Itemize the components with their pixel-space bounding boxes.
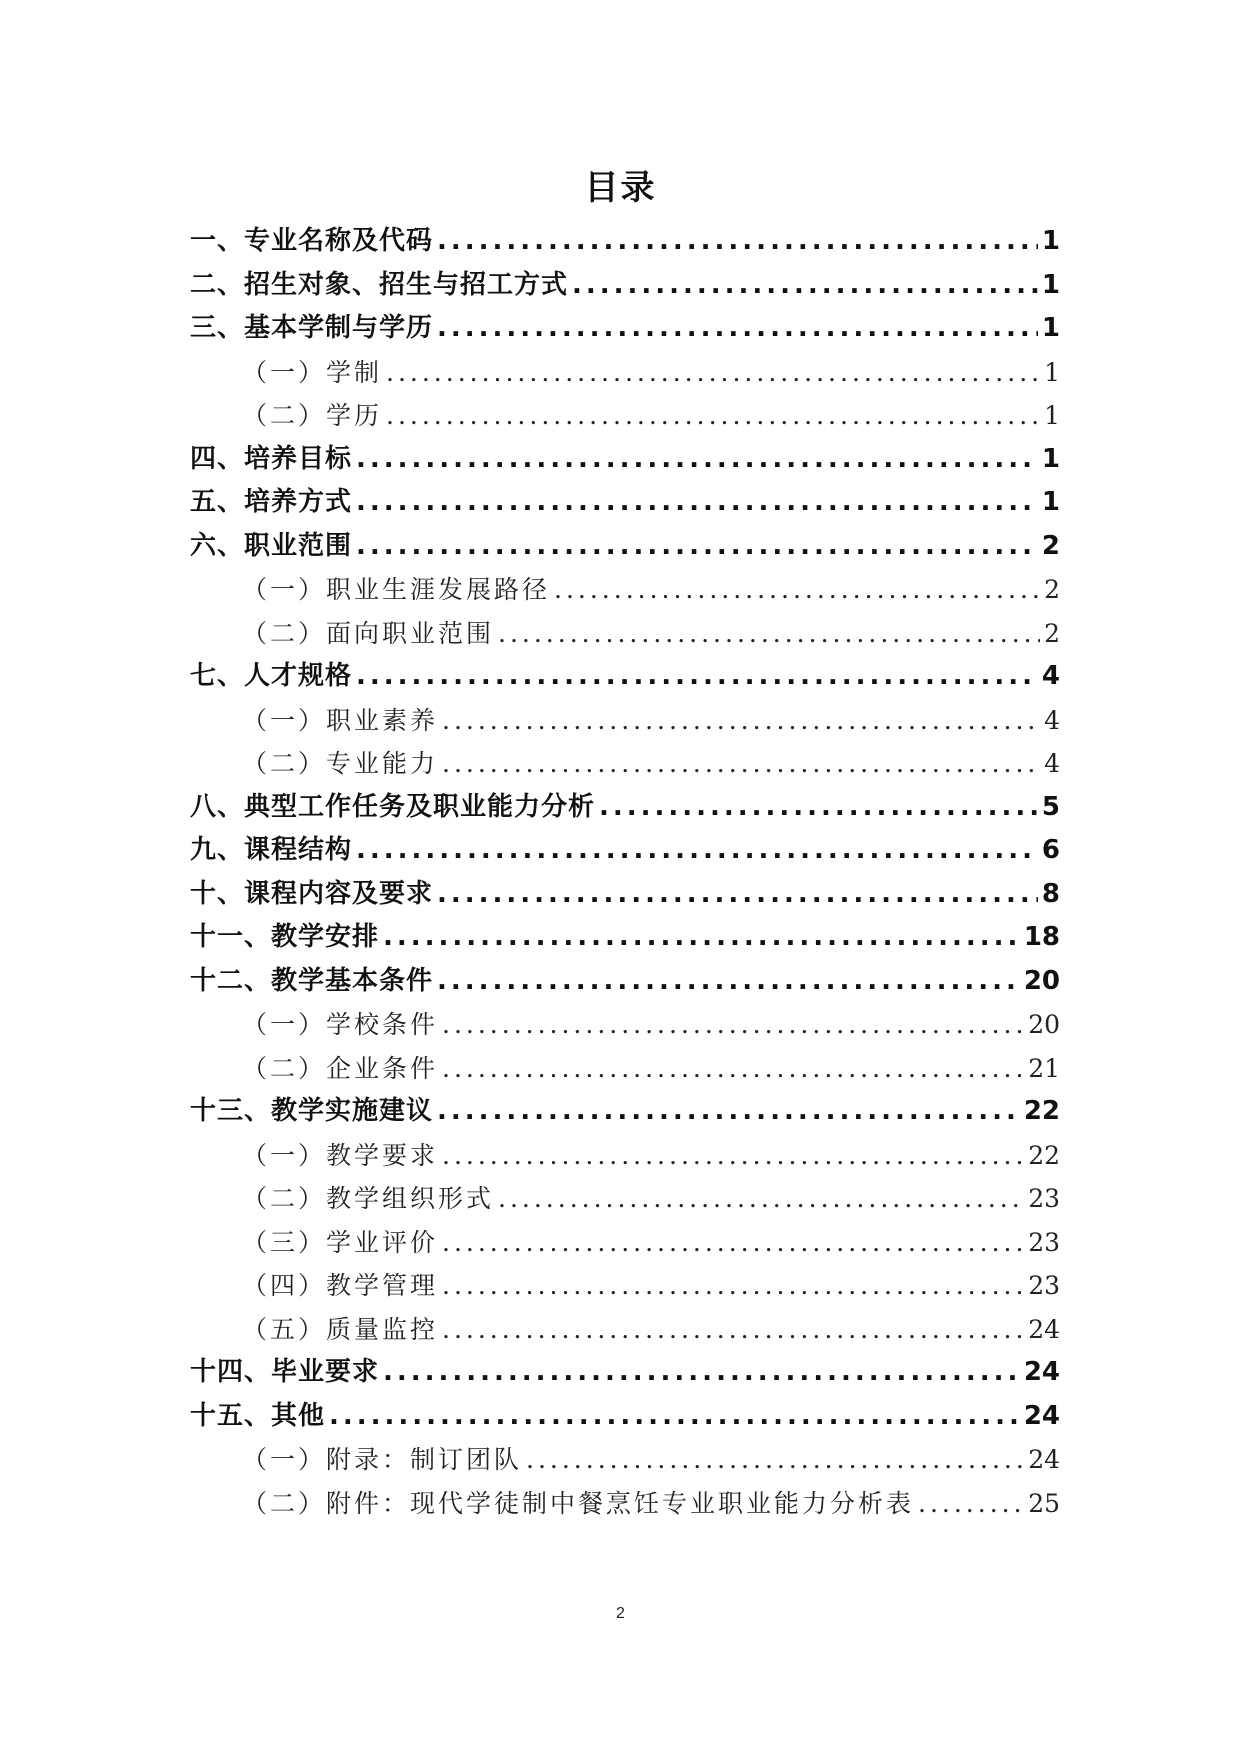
toc-entry[interactable] bbox=[190, 394, 1060, 438]
toc-dot-leader bbox=[437, 1090, 1020, 1134]
toc-entry[interactable] bbox=[190, 1134, 1060, 1178]
toc-dot-leader bbox=[356, 655, 1038, 699]
toc-dot-leader bbox=[442, 1264, 1024, 1308]
toc-entry-page: 2 bbox=[1044, 618, 1060, 648]
toc-entry[interactable] bbox=[190, 307, 1060, 351]
toc-entry-page: 1 bbox=[1041, 313, 1060, 343]
toc-entry-label: （一）附录：制订团队 bbox=[242, 1445, 523, 1474]
toc-entry[interactable] bbox=[190, 1090, 1060, 1134]
toc-dot-leader bbox=[437, 873, 1038, 917]
toc-entry-label: 十五、其他 bbox=[190, 1400, 326, 1431]
toc-entry[interactable] bbox=[190, 1177, 1060, 1221]
toc-dot-leader bbox=[498, 612, 1040, 656]
toc-entry-label: 三、基本学制与学历 bbox=[190, 313, 434, 343]
toc-entry-page: 24 bbox=[1028, 1314, 1060, 1344]
toc-entry-page: 4 bbox=[1044, 705, 1060, 735]
toc-entry-label: 五、培养方式 bbox=[190, 487, 353, 517]
toc-entry[interactable] bbox=[190, 873, 1060, 917]
toc-entry-page: 1 bbox=[1044, 357, 1060, 387]
toc-entry-page: 23 bbox=[1028, 1184, 1060, 1213]
toc-entry-label: （一）学校条件 bbox=[242, 1010, 439, 1039]
toc-dot-leader bbox=[442, 1308, 1024, 1352]
toc-dot-leader bbox=[442, 1003, 1024, 1047]
toc-dot-leader bbox=[386, 351, 1040, 395]
toc-entry-page: 20 bbox=[1028, 1010, 1060, 1039]
toc-entry-page: 23 bbox=[1028, 1271, 1060, 1300]
toc-dot-leader bbox=[526, 1438, 1024, 1482]
toc-entry-page: 1 bbox=[1041, 443, 1060, 474]
toc-entry-label: 十三、教学实施建议 bbox=[190, 1096, 434, 1126]
toc-entry[interactable] bbox=[190, 481, 1060, 525]
toc-entry-page: 1 bbox=[1041, 226, 1060, 256]
toc-dot-leader bbox=[572, 264, 1038, 308]
toc-entry-page: 1 bbox=[1041, 269, 1060, 300]
toc-entry-page: 23 bbox=[1028, 1227, 1060, 1257]
toc-entry-page: 6 bbox=[1041, 835, 1060, 865]
page-number: 2 bbox=[616, 1605, 625, 1622]
toc-entry-page: 24 bbox=[1023, 1357, 1060, 1387]
toc-entry-label: （三）学业评价 bbox=[242, 1227, 439, 1257]
toc-entry-page: 22 bbox=[1028, 1140, 1060, 1170]
toc-entry[interactable] bbox=[190, 1395, 1060, 1439]
toc-dot-leader bbox=[498, 1177, 1024, 1221]
toc-entry-page: 8 bbox=[1041, 878, 1060, 909]
toc-dot-leader bbox=[599, 786, 1038, 830]
toc-entry-page: 24 bbox=[1028, 1445, 1060, 1474]
toc-entry[interactable] bbox=[190, 699, 1060, 743]
toc-entry[interactable] bbox=[190, 525, 1060, 569]
toc-entry-page: 4 bbox=[1041, 661, 1060, 691]
toc-entry[interactable] bbox=[190, 786, 1060, 830]
toc-entry-label: （一）职业生涯发展路径 bbox=[242, 575, 551, 604]
toc-entry-page: 5 bbox=[1041, 791, 1060, 822]
toc-entry-page: 4 bbox=[1044, 749, 1060, 778]
toc-dot-leader bbox=[442, 699, 1040, 743]
toc-entry[interactable] bbox=[190, 655, 1060, 699]
toc-dot-leader bbox=[437, 220, 1038, 264]
toc-entry[interactable] bbox=[190, 829, 1060, 873]
toc-dot-leader bbox=[437, 307, 1038, 351]
toc-entry-label: （二）附件：现代学徒制中餐烹饪专业职业能力分析表 bbox=[242, 1488, 915, 1518]
toc-dot-leader bbox=[442, 742, 1040, 786]
toc-dot-leader bbox=[356, 829, 1038, 873]
toc-title: 目录 bbox=[584, 168, 657, 208]
toc-entry-label: （五）质量监控 bbox=[242, 1314, 439, 1344]
toc-entry-label: 十、课程内容及要求 bbox=[190, 878, 434, 909]
toc-entry-label: （二）企业条件 bbox=[242, 1053, 439, 1083]
toc-entry-label: （一）学制 bbox=[242, 357, 383, 387]
toc-entry-page: 1 bbox=[1044, 401, 1060, 430]
toc-entry[interactable] bbox=[190, 1351, 1060, 1395]
toc-entry-label: （二）教学组织形式 bbox=[242, 1184, 495, 1213]
toc-entry[interactable] bbox=[190, 1264, 1060, 1308]
toc-entry[interactable] bbox=[190, 1482, 1060, 1526]
toc-entry-label: 六、职业范围 bbox=[190, 530, 353, 561]
toc-dot-leader bbox=[356, 481, 1038, 525]
toc-entry-page: 21 bbox=[1028, 1053, 1060, 1083]
toc-entry-label: 九、课程结构 bbox=[190, 835, 353, 865]
toc-entry-page: 20 bbox=[1023, 965, 1060, 996]
toc-entry[interactable] bbox=[190, 220, 1060, 264]
toc-entry[interactable] bbox=[190, 264, 1060, 308]
toc-entry-page: 1 bbox=[1041, 487, 1060, 517]
toc-entry-label: 八、典型工作任务及职业能力分析 bbox=[190, 791, 596, 822]
toc-entry-page: 18 bbox=[1023, 922, 1060, 952]
toc-entry-label: （二）专业能力 bbox=[242, 749, 439, 778]
toc-dot-leader bbox=[437, 960, 1020, 1004]
toc-entry[interactable] bbox=[190, 438, 1060, 482]
table-of-contents bbox=[190, 220, 1060, 1525]
toc-entry-label: 十二、教学基本条件 bbox=[190, 965, 434, 996]
toc-dot-leader bbox=[442, 1047, 1024, 1091]
toc-entry-page: 25 bbox=[1028, 1488, 1060, 1518]
toc-dot-leader bbox=[386, 394, 1040, 438]
toc-dot-leader bbox=[329, 1395, 1020, 1439]
toc-entry-page: 22 bbox=[1023, 1096, 1060, 1126]
toc-entry-label: 四、培养目标 bbox=[190, 443, 353, 474]
toc-entry-label: 一、专业名称及代码 bbox=[190, 226, 434, 256]
toc-dot-leader bbox=[356, 525, 1038, 569]
toc-dot-leader bbox=[442, 1134, 1024, 1178]
toc-entry-page: 24 bbox=[1023, 1400, 1060, 1431]
toc-entry-label: （四）教学管理 bbox=[242, 1271, 439, 1300]
toc-dot-leader bbox=[383, 916, 1020, 960]
toc-entry[interactable] bbox=[190, 1438, 1060, 1482]
toc-entry-label: 二、招生对象、招生与招工方式 bbox=[190, 269, 569, 300]
toc-entry-page: 2 bbox=[1041, 530, 1060, 561]
toc-dot-leader bbox=[442, 1221, 1024, 1265]
toc-entry-label: （一）教学要求 bbox=[242, 1140, 439, 1170]
toc-entry-label: 十一、教学安排 bbox=[190, 922, 380, 952]
toc-dot-leader bbox=[383, 1351, 1020, 1395]
toc-entry-label: （二）面向职业范围 bbox=[242, 618, 495, 648]
toc-dot-leader bbox=[554, 568, 1040, 612]
toc-entry-label: （一）职业素养 bbox=[242, 705, 439, 735]
toc-entry-label: 七、人才规格 bbox=[190, 661, 353, 691]
toc-entry[interactable] bbox=[190, 612, 1060, 656]
toc-entry-page: 2 bbox=[1044, 575, 1060, 604]
toc-entry[interactable] bbox=[190, 1221, 1060, 1265]
toc-entry-label: 十四、毕业要求 bbox=[190, 1357, 380, 1387]
toc-entry[interactable] bbox=[190, 916, 1060, 960]
toc-dot-leader bbox=[356, 438, 1038, 482]
toc-entry[interactable] bbox=[190, 742, 1060, 786]
toc-entry[interactable] bbox=[190, 351, 1060, 395]
toc-entry[interactable] bbox=[190, 568, 1060, 612]
toc-entry[interactable] bbox=[190, 1308, 1060, 1352]
toc-entry-label: （二）学历 bbox=[242, 401, 383, 430]
toc-entry[interactable] bbox=[190, 1047, 1060, 1091]
toc-entry[interactable] bbox=[190, 1003, 1060, 1047]
toc-dot-leader bbox=[918, 1482, 1024, 1526]
toc-entry[interactable] bbox=[190, 960, 1060, 1004]
